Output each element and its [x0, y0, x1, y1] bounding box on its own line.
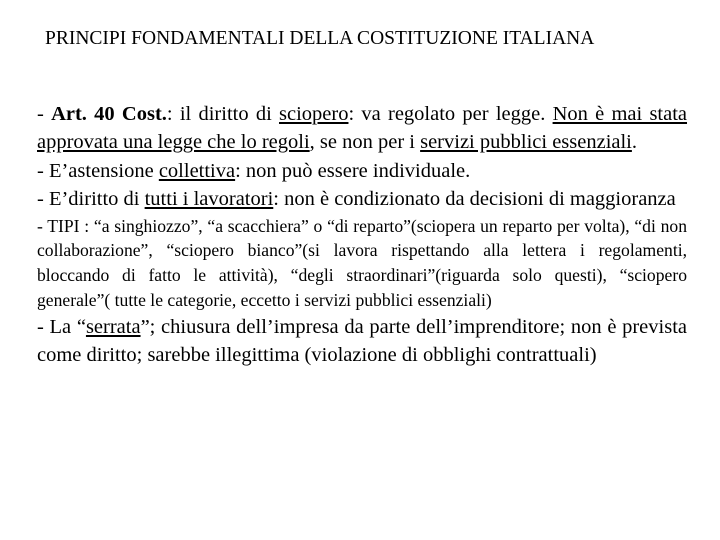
text-span: .: [631, 131, 638, 154]
text-span: , se non per i: [309, 131, 421, 154]
text-span: - La “: [37, 315, 86, 338]
text-span: : il diritto di: [166, 103, 280, 125]
underlined-phrase: servizi pubblici essenziali: [420, 131, 632, 154]
paragraph-serrata: [37, 313, 687, 370]
paragraph-collettiva: [37, 157, 687, 185]
text-span: - E’astensione: [37, 159, 159, 182]
slide-body: [37, 100, 687, 370]
text-span: : non è condizionato da decisioni di maggioranza: [273, 188, 676, 211]
paragraph-art-40: [37, 100, 687, 157]
underlined-phrase: tutti i lavoratori: [144, 188, 274, 211]
text-span: : va regolato per legge.: [348, 103, 553, 125]
paragraph-lavoratori: [37, 185, 687, 213]
underlined-term: serrata: [85, 315, 141, 338]
text-span: : non può essere individuale.: [235, 159, 471, 182]
article-reference: Art. 40 Cost.: [51, 103, 167, 125]
underlined-phrase: Non è mai stata approvata una legge che lo regoli: [37, 103, 688, 154]
paragraph-tipi: - TIPI : “a singhiozzo”, “a scacchiera” o “di reparto”(sciopera un reparto per volta), “di non collaborazione”, “sciopero bianco”(si lavora rispettando alla lettera i regolamenti, bloccando di fatto le attività), “degli straordinari”(riguarda solo questi), “sciopero generale”( tutte le categorie, eccetto i servizi pubblici essenziali): [37, 215, 687, 311]
text-span: ”; chiusura dell’impresa da parte dell’imprenditore; non è prevista come diritto; sarebbe illegittima (violazione di obblighi contrattuali): [37, 315, 687, 367]
text-span: - E’diritto di: [37, 188, 145, 211]
underlined-term: collettiva: [158, 159, 236, 182]
underlined-term: sciopero: [279, 103, 349, 125]
text-span: -: [37, 103, 52, 125]
slide-title: PRINCIPI FONDAMENTALI DELLA COSTITUZIONE ITALIANA: [45, 28, 595, 49]
